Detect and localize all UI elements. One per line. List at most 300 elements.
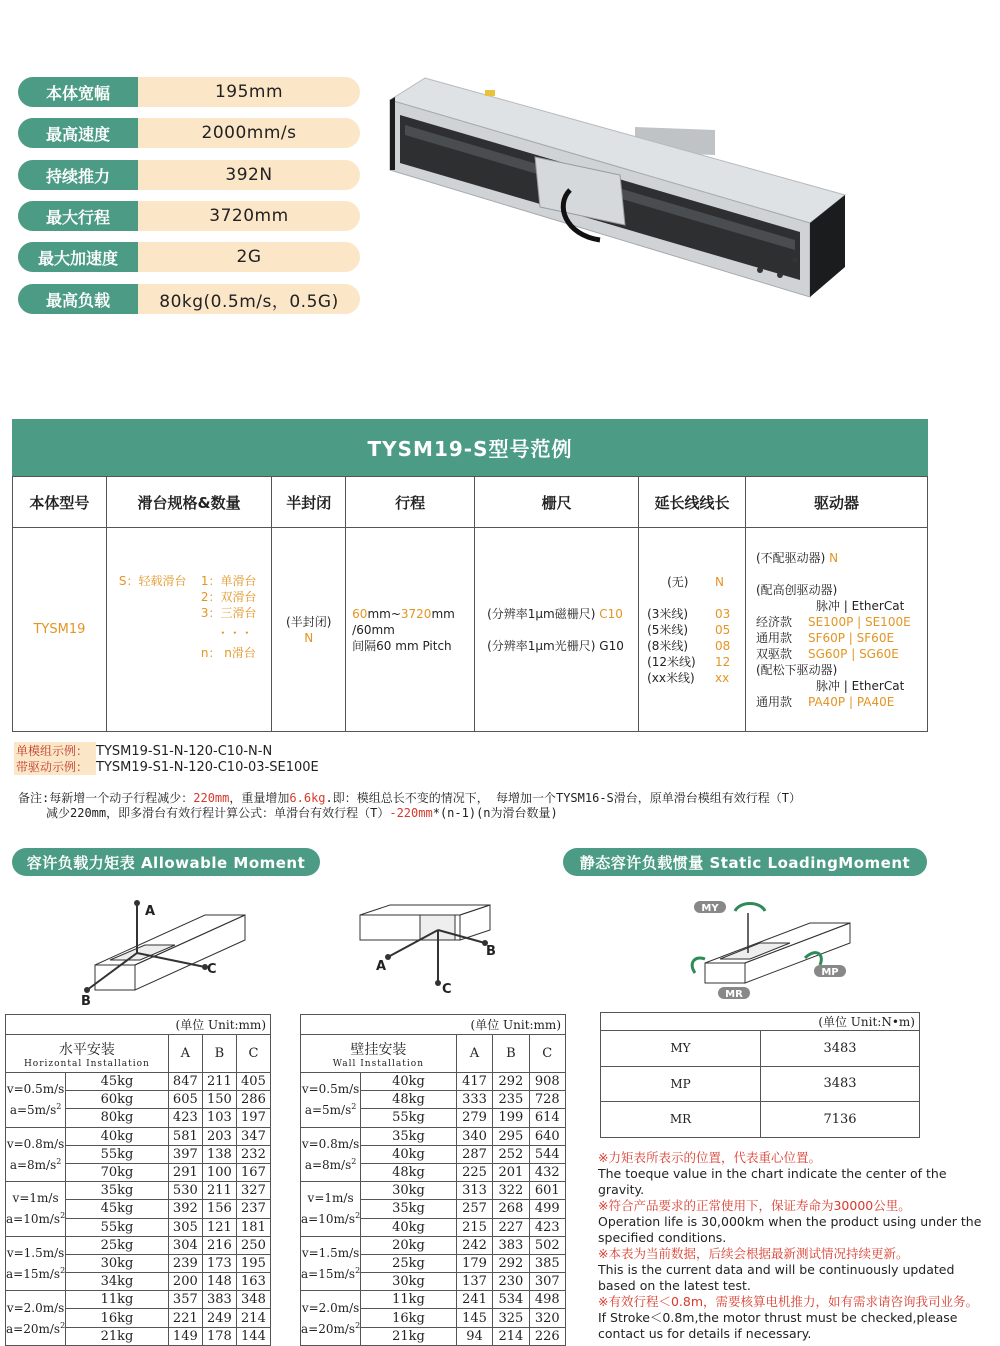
velocity: v=1.5m/s bbox=[301, 1245, 360, 1260]
note-en: The toeque value in the chart indicate the center of the gravity. bbox=[598, 1166, 947, 1197]
moment-cell: 225 bbox=[456, 1163, 492, 1181]
moment-cell: 230 bbox=[493, 1273, 529, 1291]
superscript: 2 bbox=[60, 1211, 66, 1221]
moment-cell: 544 bbox=[529, 1145, 565, 1163]
slide-option: n： n滑台 bbox=[200, 645, 256, 660]
col-header: A bbox=[168, 1035, 202, 1073]
axis-label-c: C bbox=[207, 962, 217, 977]
load-cell: 48kg bbox=[361, 1091, 457, 1109]
label-mr: MR bbox=[725, 989, 743, 1000]
moment-cell: 295 bbox=[493, 1127, 529, 1145]
acceleration-value: a=8m/s bbox=[304, 1157, 352, 1172]
col-header: C bbox=[236, 1035, 270, 1073]
cable-code: 03 bbox=[714, 606, 731, 621]
load-cell: 16kg bbox=[66, 1309, 169, 1327]
driver-code: SF60P | SF60E bbox=[807, 630, 895, 645]
moment-cell: 291 bbox=[168, 1163, 202, 1181]
static-moment-title: 静态容许负载惯量 Static LoadingMoment bbox=[563, 848, 927, 876]
model-table bbox=[12, 476, 928, 732]
spec-label: 最大行程 bbox=[18, 201, 138, 231]
condition-cell bbox=[6, 1127, 66, 1182]
table-row bbox=[6, 1236, 271, 1254]
spec-value: 195mm bbox=[214, 82, 284, 102]
spec-row bbox=[18, 242, 360, 272]
moment-cell: 313 bbox=[456, 1182, 492, 1200]
scale-code: C10 bbox=[599, 606, 623, 621]
moment-cell: 327 bbox=[236, 1182, 270, 1200]
moment-cell: 498 bbox=[529, 1291, 565, 1309]
col-header: B bbox=[202, 1035, 236, 1073]
load-cell: 45kg bbox=[66, 1073, 169, 1091]
superscript: 2 bbox=[56, 1156, 62, 1166]
velocity: v=0.5m/s bbox=[301, 1082, 360, 1097]
moment-cell: 199 bbox=[493, 1109, 529, 1127]
load-cell: 55kg bbox=[361, 1109, 457, 1127]
condition-cell bbox=[6, 1182, 66, 1237]
cable-code: 12 bbox=[714, 654, 731, 669]
velocity: v=1.5m/s bbox=[6, 1245, 65, 1260]
moment-cell: 242 bbox=[456, 1236, 492, 1254]
load-cell: 21kg bbox=[66, 1327, 169, 1345]
load-cell: 70kg bbox=[66, 1163, 169, 1181]
moment-cell: 423 bbox=[168, 1109, 202, 1127]
remark-highlight: 220mm bbox=[193, 791, 230, 805]
acceleration-value: a=5m/s bbox=[304, 1103, 352, 1118]
moment-cell: 148 bbox=[202, 1273, 236, 1291]
load-cell: 11kg bbox=[361, 1291, 457, 1309]
cable-length: (5米线) bbox=[647, 622, 689, 637]
superscript: 2 bbox=[355, 1211, 361, 1221]
superscript: 2 bbox=[355, 1265, 361, 1275]
model-table-title: TYSM19-S型号范例 bbox=[12, 419, 928, 476]
unit-label: (单位 Unit:mm) bbox=[301, 1015, 566, 1035]
cable-code: xx bbox=[714, 670, 730, 685]
load-cell: 35kg bbox=[361, 1127, 457, 1145]
moment-cell: 100 bbox=[202, 1163, 236, 1181]
moment-cell: 287 bbox=[456, 1145, 492, 1163]
acceleration bbox=[6, 1317, 65, 1338]
condition-cell bbox=[301, 1182, 361, 1237]
table-row bbox=[301, 1291, 566, 1309]
slide-cell bbox=[106, 528, 271, 732]
stroke-unit: mm bbox=[431, 606, 455, 621]
moment-cell: 103 bbox=[202, 1109, 236, 1127]
moment-cell: 605 bbox=[168, 1091, 202, 1109]
moment-cell: 322 bbox=[493, 1182, 529, 1200]
superscript: 2 bbox=[60, 1320, 66, 1330]
load-cell: 25kg bbox=[361, 1254, 457, 1272]
example-single bbox=[14, 742, 272, 759]
cable-code: N bbox=[714, 574, 724, 589]
model-col-header: 栅尺 bbox=[475, 477, 639, 528]
moment-cell: 181 bbox=[236, 1218, 270, 1236]
load-cell: 25kg bbox=[66, 1236, 169, 1254]
moment-cell: 227 bbox=[493, 1218, 529, 1236]
moment-cell: 383 bbox=[202, 1291, 236, 1309]
unit-label: (单位 Unit:N•m) bbox=[601, 1013, 920, 1031]
acceleration-value: a=10m/s bbox=[6, 1212, 61, 1227]
moment-cell: 156 bbox=[202, 1200, 236, 1218]
superscript: 2 bbox=[351, 1102, 357, 1112]
horizontal-moment-table bbox=[5, 1014, 271, 1346]
moment-cell: 250 bbox=[236, 1236, 270, 1254]
moment-cell: 405 bbox=[236, 1073, 270, 1091]
moment-cell: 268 bbox=[493, 1200, 529, 1218]
cable-cell bbox=[639, 528, 746, 732]
table-row bbox=[6, 1127, 271, 1145]
acceleration-value: a=5m/s bbox=[9, 1103, 57, 1118]
table-row bbox=[301, 1182, 566, 1200]
example-value: TYSM19-S1-N-120-C10-03-SE100E bbox=[96, 760, 319, 775]
linear-module-product-image bbox=[385, 75, 850, 300]
moment-value: 3483 bbox=[761, 1031, 920, 1067]
moment-cell: 237 bbox=[236, 1200, 270, 1218]
moment-cell: 397 bbox=[168, 1145, 202, 1163]
table-row bbox=[6, 1291, 271, 1309]
load-cell: 48kg bbox=[361, 1163, 457, 1181]
slide-option: 1：单滑台 bbox=[200, 573, 257, 588]
moment-cell: 145 bbox=[456, 1309, 492, 1327]
load-cell: 16kg bbox=[361, 1309, 457, 1327]
moment-cell: 163 bbox=[236, 1273, 270, 1291]
static-moment-diagram bbox=[680, 893, 865, 1003]
velocity: v=0.5m/s bbox=[6, 1082, 65, 1097]
table-row bbox=[301, 1236, 566, 1254]
moment-cell: 348 bbox=[236, 1291, 270, 1309]
note-cn: ※有效行程＜0.8m，需要核算电机推力，如有需求请咨询我司业务。 bbox=[598, 1294, 979, 1309]
remark bbox=[18, 791, 801, 821]
superscript: 2 bbox=[355, 1320, 361, 1330]
acceleration-value: a=10m/s bbox=[301, 1212, 356, 1227]
moment-cell: 200 bbox=[168, 1273, 202, 1291]
load-cell: 35kg bbox=[66, 1182, 169, 1200]
spec-value: 3720mm bbox=[209, 206, 289, 226]
moment-cell: 325 bbox=[493, 1309, 529, 1327]
example-label: 单模组示例： bbox=[14, 742, 96, 759]
wall-install-diagram bbox=[350, 895, 510, 1000]
unit-label: (单位 Unit:mm) bbox=[6, 1015, 271, 1035]
cable-length: (8米线) bbox=[647, 638, 689, 653]
slide-dots: ・・・ bbox=[216, 625, 253, 640]
spec-row bbox=[18, 160, 360, 190]
remark-text: *(n-1)(n为滑台数量) bbox=[432, 806, 558, 820]
moment-cell: 292 bbox=[493, 1073, 529, 1091]
moment-cell: 601 bbox=[529, 1182, 565, 1200]
acceleration bbox=[301, 1098, 360, 1119]
moment-cell: 203 bbox=[202, 1127, 236, 1145]
load-cell: 40kg bbox=[361, 1073, 457, 1091]
moment-cell: 249 bbox=[202, 1309, 236, 1327]
driver-code: SE100P | SE100E bbox=[807, 614, 911, 629]
scale-cell bbox=[475, 528, 639, 732]
model-col-header: 滑台规格&数量 bbox=[106, 477, 271, 528]
acceleration bbox=[301, 1262, 360, 1283]
acceleration bbox=[6, 1262, 65, 1283]
driver-group: (配高创驱动器) bbox=[755, 582, 838, 597]
slide-type: S：轻载滑台 bbox=[118, 573, 187, 588]
scale-desc: (分辨率1μm光栅尺) bbox=[487, 638, 596, 653]
driver-header: 脉冲 | EtherCat bbox=[815, 598, 905, 613]
moment-cell: 239 bbox=[168, 1254, 202, 1272]
moment-cell: 226 bbox=[529, 1327, 565, 1345]
acceleration bbox=[6, 1098, 65, 1119]
moment-cell: 340 bbox=[456, 1127, 492, 1145]
load-cell: 11kg bbox=[66, 1291, 169, 1309]
table-title-en: Horizontal Installation bbox=[23, 1058, 150, 1069]
spec-label: 最高速度 bbox=[18, 118, 138, 148]
table-title-en: Wall Installation bbox=[332, 1058, 425, 1069]
cable-code: 08 bbox=[714, 638, 731, 653]
moment-cell: 195 bbox=[236, 1254, 270, 1272]
stroke-max: 3720 bbox=[400, 606, 432, 621]
spec-row bbox=[18, 118, 360, 148]
condition-cell bbox=[301, 1236, 361, 1291]
driver-code: SG60P | SG60E bbox=[807, 646, 899, 661]
moment-cell: 178 bbox=[202, 1327, 236, 1345]
table-title bbox=[301, 1035, 457, 1073]
acceleration bbox=[301, 1153, 360, 1174]
model-col-header: 行程 bbox=[346, 477, 475, 528]
moment-cell: 215 bbox=[456, 1218, 492, 1236]
condition-cell bbox=[6, 1291, 66, 1346]
spec-value: 392N bbox=[225, 165, 273, 185]
moment-cell: 221 bbox=[168, 1309, 202, 1327]
table-title-cn: 水平安装 bbox=[58, 1041, 115, 1058]
col-header: A bbox=[456, 1035, 492, 1073]
moment-cell: 581 bbox=[168, 1127, 202, 1145]
cable-length: (无) bbox=[667, 574, 689, 589]
spec-row bbox=[18, 201, 360, 231]
moment-key: MR bbox=[601, 1102, 761, 1138]
model-col-header: 本体型号 bbox=[13, 477, 107, 528]
axis-label-c: C bbox=[442, 982, 452, 997]
superscript: 2 bbox=[351, 1156, 357, 1166]
table-row bbox=[6, 1073, 271, 1091]
driver-type: 经济款 bbox=[755, 614, 792, 629]
load-cell: 20kg bbox=[361, 1236, 457, 1254]
moment-cell: 137 bbox=[456, 1273, 492, 1291]
label-mp: MP bbox=[821, 967, 839, 978]
load-cell: 60kg bbox=[66, 1091, 169, 1109]
acceleration-value: a=15m/s bbox=[301, 1266, 356, 1281]
load-cell: 40kg bbox=[361, 1145, 457, 1163]
spec-label: 最大加速度 bbox=[18, 242, 138, 272]
moment-cell: 150 bbox=[202, 1091, 236, 1109]
load-cell: 55kg bbox=[66, 1145, 169, 1163]
acceleration-value: a=20m/s bbox=[301, 1321, 356, 1336]
static-moment-table bbox=[600, 1012, 920, 1138]
acceleration-value: a=15m/s bbox=[6, 1266, 61, 1281]
horizontal-install-diagram bbox=[75, 895, 255, 1010]
moment-cell: 728 bbox=[529, 1091, 565, 1109]
model-col-header: 驱动器 bbox=[745, 477, 927, 528]
moment-cell: 333 bbox=[456, 1091, 492, 1109]
body-model-cell: TYSM19 bbox=[13, 528, 107, 732]
moment-cell: 502 bbox=[529, 1236, 565, 1254]
condition-cell bbox=[6, 1073, 66, 1128]
load-cell: 34kg bbox=[66, 1273, 169, 1291]
load-cell: 55kg bbox=[66, 1218, 169, 1236]
moment-cell: 417 bbox=[456, 1073, 492, 1091]
load-cell: 40kg bbox=[361, 1218, 457, 1236]
spec-value: 2G bbox=[236, 247, 262, 267]
moment-cell: 138 bbox=[202, 1145, 236, 1163]
moment-cell: 385 bbox=[529, 1254, 565, 1272]
moment-cell: 614 bbox=[529, 1109, 565, 1127]
superscript: 2 bbox=[56, 1102, 62, 1112]
moment-cell: 201 bbox=[493, 1163, 529, 1181]
table-row bbox=[301, 1073, 566, 1091]
acceleration bbox=[6, 1153, 65, 1174]
acceleration bbox=[301, 1207, 360, 1228]
moment-cell: 257 bbox=[456, 1200, 492, 1218]
moment-cell: 211 bbox=[202, 1182, 236, 1200]
moment-cell: 304 bbox=[168, 1236, 202, 1254]
col-header: C bbox=[529, 1035, 565, 1073]
moment-cell: 241 bbox=[456, 1291, 492, 1309]
moment-cell: 121 bbox=[202, 1218, 236, 1236]
driver-type: 通用款 bbox=[755, 630, 792, 645]
condition-cell bbox=[301, 1073, 361, 1128]
spec-value: 2000mm/s bbox=[201, 123, 297, 143]
model-col-header: 延长线线长 bbox=[639, 477, 746, 528]
velocity: v=2.0m/s bbox=[6, 1300, 65, 1315]
driver-code: N bbox=[829, 550, 839, 565]
note-en: If Stroke＜0.8m,the motor thrust must be checked,please contact us for details if necessary. bbox=[598, 1310, 958, 1341]
moment-cell: 179 bbox=[456, 1254, 492, 1272]
moment-cell: 173 bbox=[202, 1254, 236, 1272]
moment-cell: 847 bbox=[168, 1073, 202, 1091]
remark-label: 备注: bbox=[18, 791, 50, 805]
driver-code: PA40P | PA40E bbox=[807, 694, 895, 709]
label-my: MY bbox=[701, 903, 719, 914]
velocity: v=1m/s bbox=[12, 1191, 59, 1206]
acceleration-value: a=8m/s bbox=[9, 1157, 57, 1172]
axis-label-a: A bbox=[376, 959, 387, 974]
moment-cell: 211 bbox=[202, 1073, 236, 1091]
table-title bbox=[6, 1035, 169, 1073]
velocity: v=1m/s bbox=[307, 1191, 354, 1206]
remark-highlight: 6.6kg bbox=[289, 791, 326, 805]
note-en: Operation life is 30,000km when the product using under the specified conditions. bbox=[598, 1214, 982, 1245]
example-driver bbox=[14, 758, 319, 775]
scale-desc: (分辨率1μm磁栅尺) bbox=[487, 606, 596, 621]
spec-value: 80kg(0.5m/s，0.5G) bbox=[159, 291, 339, 312]
moment-cell: 908 bbox=[529, 1073, 565, 1091]
moment-cell: 392 bbox=[168, 1200, 202, 1218]
example-label: 带驱动示例： bbox=[14, 758, 96, 775]
moment-cell: 534 bbox=[493, 1291, 529, 1309]
moment-key: MP bbox=[601, 1066, 761, 1102]
velocity: v=0.8m/s bbox=[301, 1136, 360, 1151]
moment-cell: 530 bbox=[168, 1182, 202, 1200]
slide-option: 3：三滑台 bbox=[200, 605, 257, 620]
moment-key: MY bbox=[601, 1031, 761, 1067]
condition-cell bbox=[301, 1127, 361, 1182]
moment-value: 3483 bbox=[761, 1066, 920, 1102]
load-cell: 35kg bbox=[361, 1200, 457, 1218]
moment-cell: 423 bbox=[529, 1218, 565, 1236]
moment-cell: 347 bbox=[236, 1127, 270, 1145]
wall-moment-table bbox=[300, 1014, 566, 1346]
notes-list bbox=[598, 1150, 993, 1342]
semi-closed-text: (半封闭) bbox=[286, 614, 332, 629]
moment-cell: 197 bbox=[236, 1109, 270, 1127]
moment-cell: 167 bbox=[236, 1163, 270, 1181]
remark-text: .即：模组总长不变的情况下， 每增加一个TYSM16-S滑台，原单滑台模组有效行程（T） bbox=[325, 791, 801, 805]
col-header: B bbox=[493, 1035, 529, 1073]
note-cn: ※符合产品要求的正常使用下，保证寿命为30000公里。 bbox=[598, 1198, 911, 1213]
spec-label: 本体宽幅 bbox=[18, 77, 138, 107]
axis-label-b: B bbox=[486, 944, 496, 959]
load-cell: 30kg bbox=[66, 1254, 169, 1272]
table-title-cn: 壁挂安装 bbox=[350, 1041, 407, 1058]
moment-cell: 232 bbox=[236, 1145, 270, 1163]
stroke-unit: mm~ bbox=[367, 606, 401, 621]
remark-highlight: -220mm bbox=[389, 806, 433, 820]
cable-length: (12米线) bbox=[647, 654, 696, 669]
driver-type: 通用款 bbox=[755, 694, 792, 709]
scale-code: G10 bbox=[599, 638, 624, 653]
acceleration bbox=[301, 1317, 360, 1338]
condition-cell bbox=[301, 1291, 361, 1346]
stroke-pitch: 间隔60 mm Pitch bbox=[352, 638, 452, 653]
slide-option: 2：双滑台 bbox=[200, 589, 257, 604]
moment-cell: 383 bbox=[493, 1236, 529, 1254]
remark-text: ，重量增加 bbox=[229, 791, 290, 805]
moment-cell: 235 bbox=[493, 1091, 529, 1109]
moment-value: 7136 bbox=[761, 1102, 920, 1138]
table-row bbox=[6, 1182, 271, 1200]
table-row bbox=[301, 1127, 566, 1145]
moment-cell: 292 bbox=[493, 1254, 529, 1272]
semi-closed-code: N bbox=[304, 630, 314, 645]
condition-cell bbox=[6, 1236, 66, 1291]
moment-cell: 432 bbox=[529, 1163, 565, 1181]
superscript: 2 bbox=[60, 1265, 66, 1275]
spec-label: 持续推力 bbox=[18, 160, 138, 190]
moment-cell: 279 bbox=[456, 1109, 492, 1127]
spec-label: 最高负载 bbox=[18, 284, 138, 314]
example-value: TYSM19-S1-N-120-C10-N-N bbox=[96, 744, 273, 759]
moment-cell: 214 bbox=[236, 1309, 270, 1327]
spec-row bbox=[18, 77, 360, 107]
moment-cell: 94 bbox=[456, 1327, 492, 1345]
moment-cell: 305 bbox=[168, 1218, 202, 1236]
model-col-header: 半封闭 bbox=[272, 477, 346, 528]
load-cell: 80kg bbox=[66, 1109, 169, 1127]
moment-cell: 320 bbox=[529, 1309, 565, 1327]
moment-cell: 357 bbox=[168, 1291, 202, 1309]
driver-header: 脉冲 | EtherCat bbox=[815, 678, 905, 693]
note-cn: ※本表为当前数据，后续会根据最新测试情况持续更新。 bbox=[598, 1246, 909, 1261]
cable-length: (xx米线) bbox=[647, 670, 695, 685]
note-en: This is the current data and will be continuously updated based on the latest test. bbox=[598, 1262, 955, 1293]
load-cell: 40kg bbox=[66, 1127, 169, 1145]
velocity: v=2.0m/s bbox=[301, 1300, 360, 1315]
moment-cell: 286 bbox=[236, 1091, 270, 1109]
load-cell: 30kg bbox=[361, 1273, 457, 1291]
acceleration bbox=[6, 1207, 65, 1228]
load-cell: 21kg bbox=[361, 1327, 457, 1345]
stroke-cell bbox=[346, 528, 475, 732]
axis-label-b: B bbox=[81, 994, 91, 1009]
moment-cell: 216 bbox=[202, 1236, 236, 1254]
driver-group: (不配驱动器) bbox=[755, 550, 826, 565]
moment-cell: 252 bbox=[493, 1145, 529, 1163]
cable-code: 05 bbox=[714, 622, 731, 637]
load-cell: 30kg bbox=[361, 1182, 457, 1200]
